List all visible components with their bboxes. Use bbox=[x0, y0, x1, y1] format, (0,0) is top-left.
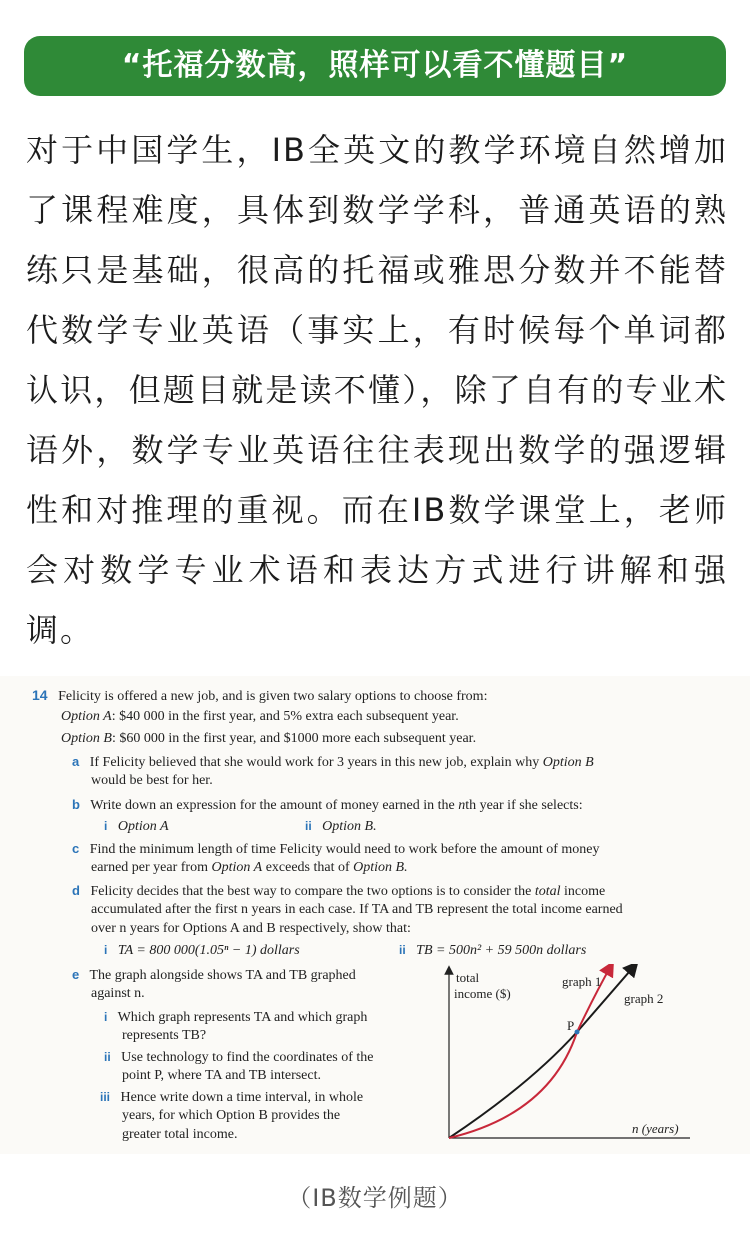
part-e-iii-text1: Hence write down a time interval, in whole bbox=[120, 1090, 364, 1105]
graph-y-label-1: total bbox=[456, 970, 480, 985]
option-a-line bbox=[61, 708, 459, 726]
part-d-label: d bbox=[72, 883, 80, 898]
part-e-line2: against n. bbox=[91, 986, 145, 1001]
problem-stem bbox=[32, 686, 487, 706]
figure-caption: （IB数学例题） bbox=[287, 1184, 463, 1212]
part-d-line2: accumulated after the first n years in each case. If TA and TB represent the total income earned bbox=[91, 902, 623, 917]
part-c-text2-pre: earned per year from bbox=[91, 860, 208, 875]
part-d-em: total bbox=[534, 884, 561, 899]
part-a-text1: If Felicity believed that she would work for 3 years in this new job, explain why bbox=[89, 755, 540, 770]
part-d-line3: over n years for Options A and B respectively, show that: bbox=[91, 921, 411, 936]
part-a-em: Option B bbox=[542, 755, 594, 770]
part-e-i-line1 bbox=[104, 1008, 367, 1027]
problem-stem-text: Felicity is offered a new job, and is given two salary options to choose from: bbox=[58, 689, 488, 704]
part-d-ii-formula: TB = 500n² + 59 500n dollars bbox=[416, 943, 587, 958]
part-e-iii-label: iii bbox=[100, 1090, 111, 1104]
part-d-i-formula: TA = 800 000(1.05ⁿ − 1) dollars bbox=[117, 943, 300, 958]
intro-paragraph: 对于中国学生，IB全英文的教学环境自然增加了课程难度，具体到数学学科，普通英语的熟练只是基础，很高的托福或雅思分数并不能替代数学专业英语（事实上，有时候每个单词都认识，但题目就是读不懂），除了自有的专业术语外，数学专业英语往往表现出数学的强逻辑性和对推理的重视。而在IB数学课堂上，老师会对数学专业术语和表达方式进行讲解和强调。 bbox=[26, 131, 728, 649]
part-c-line1 bbox=[72, 840, 599, 859]
part-b-n: n bbox=[458, 798, 466, 813]
option-a-label: Option A bbox=[61, 709, 112, 724]
part-c-label: c bbox=[72, 841, 80, 856]
part-b-ii bbox=[305, 817, 377, 836]
part-d-i-label: i bbox=[104, 943, 108, 957]
part-a-line1 bbox=[72, 753, 594, 772]
part-e-label: e bbox=[72, 967, 80, 982]
math-problem-image bbox=[0, 676, 750, 1154]
part-d-text1-pre: Felicity decides that the best way to compare the two options is to consider the bbox=[90, 884, 532, 899]
part-d-i bbox=[104, 941, 300, 960]
part-b-i-label: i bbox=[104, 819, 108, 833]
option-a-text: : $40 000 in the first year, and 5% extra each subsequent year. bbox=[111, 709, 459, 724]
part-c-option-b: Option B. bbox=[353, 860, 408, 875]
part-a-label: a bbox=[72, 754, 80, 769]
part-e-iii-line1 bbox=[100, 1088, 363, 1107]
part-c-option-a: Option A bbox=[211, 860, 263, 875]
part-d-text1-post: income bbox=[564, 884, 606, 899]
option-b-label: Option B bbox=[61, 731, 112, 746]
banner-title: “托福分数高，照样可以看不懂题目” bbox=[24, 36, 726, 96]
part-b-i bbox=[104, 817, 169, 836]
graph-2-label: graph 2 bbox=[624, 991, 664, 1006]
part-b-line1 bbox=[72, 796, 583, 815]
part-e-i-text1: Which graph represents TA and which graph bbox=[117, 1010, 368, 1025]
part-b-label: b bbox=[72, 797, 80, 812]
part-e-i-line2: represents TB? bbox=[122, 1028, 207, 1043]
part-e-ii-text1: Use technology to find the coordinates of the bbox=[121, 1050, 374, 1065]
part-c-text1: Find the minimum length of time Felicity would need to work before the amount of money bbox=[89, 842, 600, 857]
graph-y-label-2: income ($) bbox=[454, 986, 511, 1001]
part-b-ii-label: ii bbox=[305, 819, 312, 833]
part-e-ii-line1 bbox=[104, 1048, 374, 1067]
part-b-i-text: Option A bbox=[117, 819, 169, 834]
part-b-text: Write down an expression for the amount of money earned in the bbox=[90, 798, 455, 813]
part-e-i-label: i bbox=[104, 1010, 108, 1024]
part-d-line1 bbox=[72, 882, 605, 901]
part-e-ii-line2: point P, where TA and TB intersect. bbox=[122, 1068, 322, 1083]
part-d-ii bbox=[399, 941, 586, 960]
part-a-line2: would be best for her. bbox=[91, 773, 213, 788]
graph-1-label: graph 1 bbox=[562, 974, 602, 989]
part-e-ii-label: ii bbox=[104, 1050, 111, 1064]
part-c-line2 bbox=[91, 859, 408, 877]
point-p-label: P bbox=[567, 1018, 575, 1033]
part-e-text1: The graph alongside shows TA and TB graphed bbox=[89, 968, 356, 983]
part-d-ii-label: ii bbox=[399, 943, 406, 957]
option-b-line bbox=[61, 730, 476, 748]
problem-number: 14 bbox=[32, 687, 48, 703]
graph-x-label: n (years) bbox=[632, 1121, 679, 1136]
option-b-text: : $60 000 in the first year, and $1000 more each subsequent year. bbox=[111, 731, 477, 746]
point-p bbox=[575, 1030, 580, 1035]
part-b-text-end: th year if she selects: bbox=[465, 798, 583, 813]
part-b-ii-text: Option B. bbox=[322, 819, 377, 834]
part-e-iii-line3: greater total income. bbox=[122, 1127, 238, 1142]
part-e-line1 bbox=[72, 966, 356, 985]
part-c-text2-mid: exceeds that of bbox=[265, 860, 350, 875]
part-e-iii-line2: years, for which Option B provides the bbox=[122, 1108, 341, 1123]
